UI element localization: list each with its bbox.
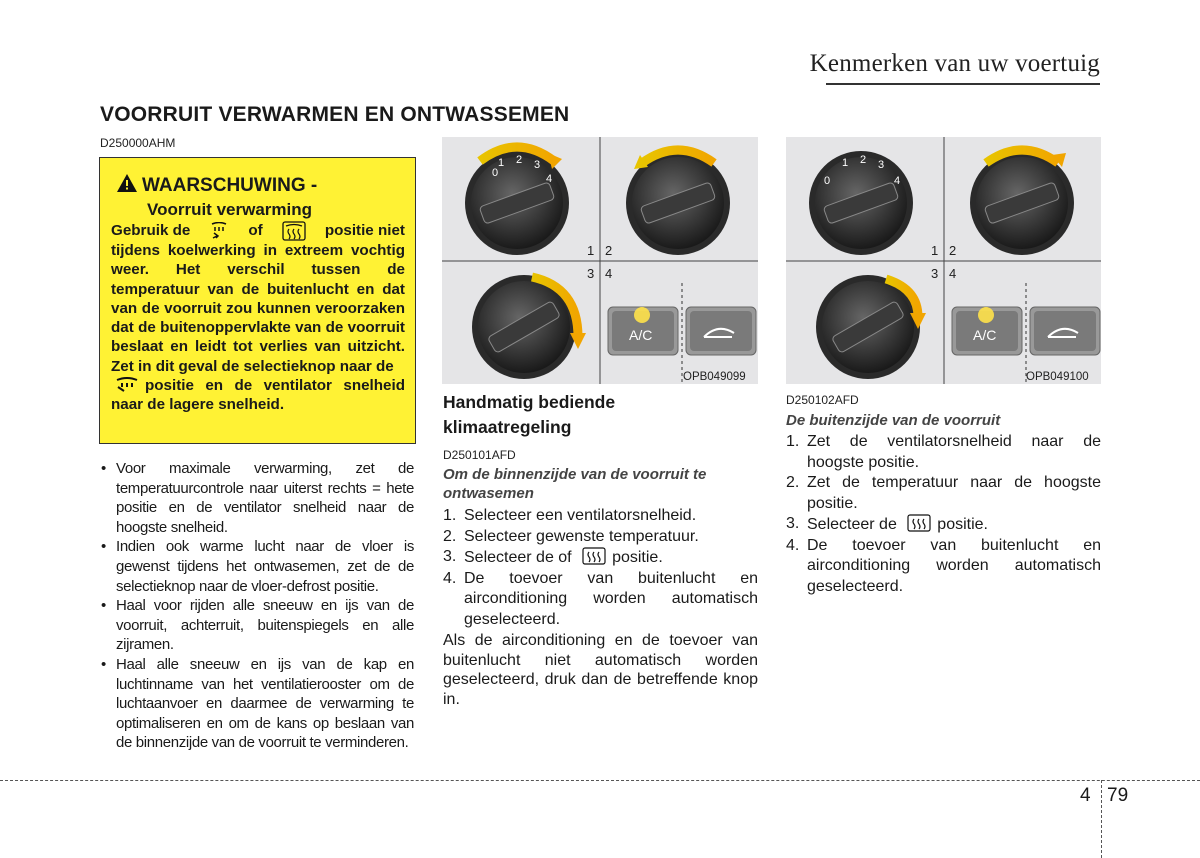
fan-tick-1: 1: [498, 157, 505, 169]
list-item: • Indien ook warme lucht naar de vloer is gewenst tijdens het ontwasemen, zet de de selectieknop naar de vloer-defrost positie.: [100, 537, 414, 596]
list-item: 3. Selecteer de of positie.: [443, 548, 663, 566]
floor-defrost-mode-icon: [115, 377, 139, 393]
list-item: 4. De toevoer van buitenlucht en airconditioning worden automatisch geselecteerd.: [786, 536, 1101, 595]
floor-defrost-mode-icon: [209, 222, 229, 240]
fan-tick-0: 0: [492, 167, 499, 179]
warning-title: [116, 173, 317, 197]
chapter-number: 4: [1080, 785, 1091, 806]
fan-tick-2: 2: [860, 154, 867, 166]
fan-tick-4: 4: [894, 175, 901, 187]
ac-button-label: A/C: [629, 327, 653, 343]
fan-tick-0: 0: [824, 175, 831, 187]
note-paragraph: Als de airconditioning en de toevoer van buitenlucht niet automatisch worden geselecteerd, druk dan de betreffende knop in.: [443, 632, 758, 708]
ac-button-label: A/C: [973, 327, 997, 343]
list-item: • Haal alle sneeuw en ijs van de kap en luchtinname van het ventilatierooster om de luchtaanvoer en daarmee de verwarming te optimaliseren en om de kans op beslaan van de binnenzijde van de voorruit te verminderen.: [100, 655, 414, 753]
inside-steps: [443, 506, 758, 630]
footer-vertical-divider: [1101, 780, 1102, 858]
callout-3: 3: [931, 266, 939, 281]
section-title: VOORRUIT VERWARMEN EN ONTWASSEMEN: [100, 103, 570, 126]
warning-title-text: WAARSCHUWING -: [142, 175, 318, 196]
climate-controls-diagram: [442, 137, 758, 384]
fan-tick-4: 4: [546, 173, 553, 185]
warning-subtitle: Voorruit verwarming: [147, 200, 312, 219]
step-heading: De buitenzijde van de voorruit: [786, 412, 1001, 429]
header-rule: [826, 83, 1100, 85]
figure-label: OPB049099: [683, 371, 746, 383]
list-item: 2. Selecteer gewenste temperatuur.: [443, 527, 699, 545]
list-item: 1. Selecteer een ventilatorsnelheid.: [443, 507, 697, 524]
fan-tick-2: 2: [516, 154, 523, 166]
callout-1: 1: [587, 243, 595, 258]
defrost-icon: [582, 547, 606, 565]
warning-body-middle: tijdens koelwerking in extreem vochtig weer. Het verschil tussen de temperatuur van de buitenlucht en dat van de voorruit zou kunnen veroorzaken dat de buitenoppervlakte van de voorruit beslaat en leidt tot verlies van uitzicht. Zet in dit geval de selectieknop naar de: [111, 242, 405, 375]
list-item: • Voor maximale verwarming, zet de temperatuurcontrole naar uiterst rechts = hete positie en de ventilator snelheid naar de hoogste snelheid.: [100, 459, 414, 537]
warning-line1a: Gebruik de: [111, 222, 191, 240]
climate-controls-diagram: [786, 137, 1101, 384]
running-header: Kenmerken van uw voertuig: [809, 50, 1100, 77]
warning-body-end: positie en de ventilator snelheid naar de lagere snelheid.: [111, 377, 405, 414]
defrost-icon: [907, 514, 931, 532]
warning-line1c: positie niet: [324, 222, 405, 240]
fan-tick-3: 3: [878, 159, 885, 171]
list-item: 3. Selecteer de positie.: [786, 515, 988, 533]
list-item: • Haal voor rijden alle sneeuw en ijs van de voorruit, achterruit, buitenspiegels en alle zijramen.: [100, 596, 414, 655]
section-code: D250101AFD: [443, 448, 516, 462]
defrost-icon: [282, 221, 306, 241]
callout-2: 2: [605, 243, 613, 258]
callout-3: 3: [587, 266, 595, 281]
figure-outside-defog: [786, 137, 1101, 384]
section-code: D250000AHM: [100, 136, 176, 150]
fan-tick-3: 3: [534, 159, 541, 171]
warning-box: [99, 157, 416, 444]
step-heading: Om de binnenzijde van de voorruit te ontwasemen: [443, 466, 707, 502]
section-code: D250102AFD: [786, 393, 859, 407]
warning-body: [111, 221, 405, 415]
tips-list: [100, 459, 414, 753]
list-item: 2. Zet de temperatuur naar de hoogste positie.: [786, 474, 1101, 512]
list-item: 4. De toevoer van buitenlucht en airconditioning worden automatisch geselecteerd.: [443, 569, 758, 628]
callout-4: 4: [605, 266, 613, 281]
page-number: 79: [1107, 785, 1129, 806]
footer-divider: [0, 780, 1200, 781]
fan-tick-1: 1: [842, 157, 849, 169]
figure-label: OPB049100: [1026, 371, 1089, 383]
subsection-heading: Handmatig bediende klimaatregeling: [443, 392, 616, 437]
figure-inside-defog: [442, 137, 758, 384]
warning-line1b: of: [248, 222, 263, 240]
warning-triangle-icon: [116, 173, 138, 193]
callout-4: 4: [949, 266, 957, 281]
list-item: 1. Zet de ventilatorsnelheid naar de hoogste positie.: [786, 433, 1101, 471]
callout-2: 2: [949, 243, 957, 258]
callout-1: 1: [931, 243, 939, 258]
outside-steps: [786, 432, 1101, 597]
